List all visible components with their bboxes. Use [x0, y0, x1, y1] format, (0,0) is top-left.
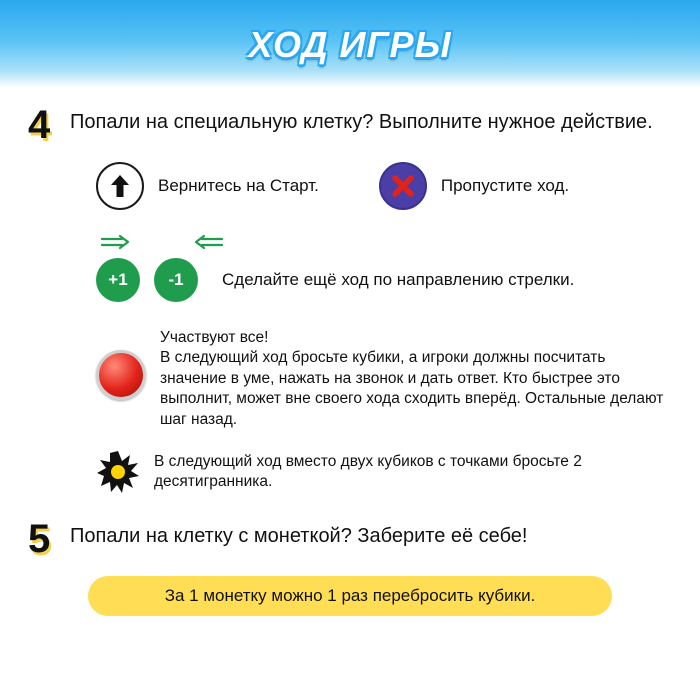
rule-skip-turn-label: Пропустите ход. [440, 176, 570, 195]
rule-bell-title: Участвуют все! [160, 329, 269, 346]
arrow-up-icon [96, 162, 144, 210]
rule-back-to-start [96, 162, 319, 210]
step-5-number: 5 [28, 517, 51, 562]
rule-star [96, 450, 672, 494]
step-4-number: 4 [28, 103, 51, 147]
rule-bell-text: В следующий ход бросьте кубики, а игроки должны посчитать значение в уме, нажать на звонок и дать ответ. Кто быстрее это выполнит, может вне своего хода сходить вперёд. Остальные делают шаг назад. [160, 349, 664, 428]
page-title: ХОД ИГРЫ [248, 24, 452, 65]
coin-note-banner [88, 576, 612, 616]
minus-one-token: -1 [154, 258, 198, 302]
rule-star-text: В следующий ход вместо двух кубиков с точками бросьте 2 десятигранника. [154, 452, 582, 491]
step-4-text: Попали на специальную клетку? Выполните нужное действие. [70, 111, 653, 133]
plus-one-token: +1 [96, 258, 140, 302]
step-4 [28, 103, 672, 147]
step-5-text: Попали на клетку с монеткой? Заберите её себе! [70, 525, 528, 548]
rule-bell-text-wrap [160, 328, 672, 430]
step-5 [28, 517, 672, 562]
rule-row-1 [96, 162, 672, 210]
direction-arrows [96, 232, 672, 254]
rule-arrow-move-label: Сделайте ещё ход по направлению стрелки. [222, 270, 575, 289]
rules-list [28, 162, 672, 494]
page-header [0, 0, 700, 88]
page-content [0, 88, 700, 616]
bell-button-icon [96, 350, 146, 400]
rule-skip-turn [379, 162, 569, 210]
coin-note-text: За 1 монетку можно 1 раз перебросить кубики. [164, 586, 536, 606]
rule-row-2 [96, 258, 672, 302]
arrow-left-icon [184, 233, 228, 253]
star-burst-icon [96, 450, 140, 494]
rule-bell [96, 328, 672, 430]
arrow-right-icon [96, 233, 140, 253]
rule-back-to-start-label: Вернитесь на Старт. [158, 176, 319, 195]
cross-circle-icon [379, 162, 427, 210]
